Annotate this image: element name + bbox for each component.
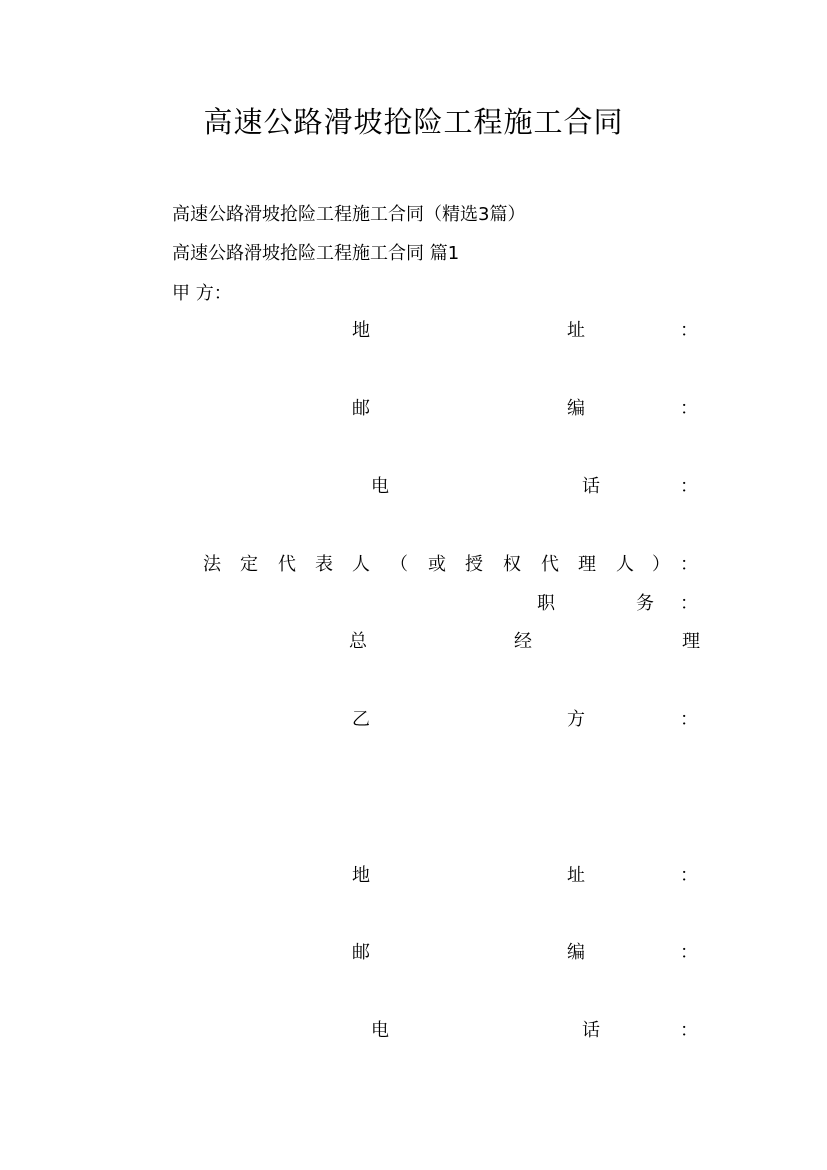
- section-heading: 高速公路滑坡抢险工程施工合同 篇1: [172, 243, 460, 264]
- field-label-char: 址: [567, 865, 585, 886]
- field-colon: ：: [680, 709, 698, 730]
- field-colon: ：: [680, 593, 698, 614]
- legal-rep-char: （: [390, 554, 408, 575]
- field-label-char: 电: [371, 476, 389, 497]
- field-colon: ：: [680, 398, 698, 419]
- party-a-label: 甲 方：: [172, 283, 232, 304]
- field-label-char: 地: [352, 320, 370, 341]
- legal-rep-char: 人: [352, 554, 370, 575]
- field-label-char: 编: [567, 942, 585, 963]
- field-label-char: 邮: [352, 398, 370, 419]
- legal-rep-char: 表: [315, 554, 333, 575]
- field-label-char: 电: [371, 1020, 389, 1041]
- field-label-char: 址: [567, 320, 585, 341]
- legal-rep-char: 代: [541, 554, 559, 575]
- position-value-char: 经: [514, 631, 532, 652]
- legal-rep-char: 法: [203, 554, 221, 575]
- document-subtitle: 高速公路滑坡抢险工程施工合同（精选3篇）: [172, 204, 526, 225]
- legal-rep-char: 授: [465, 554, 483, 575]
- field-colon: ：: [680, 942, 698, 963]
- field-label-char: 务: [636, 593, 654, 614]
- field-label-char: 邮: [352, 942, 370, 963]
- field-label-char: 编: [567, 398, 585, 419]
- document-title: 高速公路滑坡抢险工程施工合同: [203, 105, 624, 139]
- field-colon: ：: [680, 865, 698, 886]
- field-colon: ：: [680, 476, 698, 497]
- field-label-char: 话: [582, 1020, 600, 1041]
- legal-rep-char: 定: [240, 554, 258, 575]
- field-colon: ：: [680, 554, 698, 575]
- legal-rep-char: 或: [428, 554, 446, 575]
- field-label-char: 地: [352, 865, 370, 886]
- field-label-char: 话: [582, 476, 600, 497]
- position-value-char: 理: [682, 631, 700, 652]
- field-label-char: 乙: [352, 709, 370, 730]
- field-label-char: 职: [537, 593, 555, 614]
- legal-rep-char: 代: [278, 554, 296, 575]
- field-label-char: 方: [567, 709, 585, 730]
- legal-rep-char: 理: [578, 554, 596, 575]
- legal-rep-char: ）: [652, 554, 670, 575]
- legal-rep-char: 人: [616, 554, 634, 575]
- position-value-char: 总: [349, 631, 367, 652]
- legal-rep-char: 权: [503, 554, 521, 575]
- field-colon: ：: [680, 1020, 698, 1041]
- field-colon: ：: [680, 320, 698, 341]
